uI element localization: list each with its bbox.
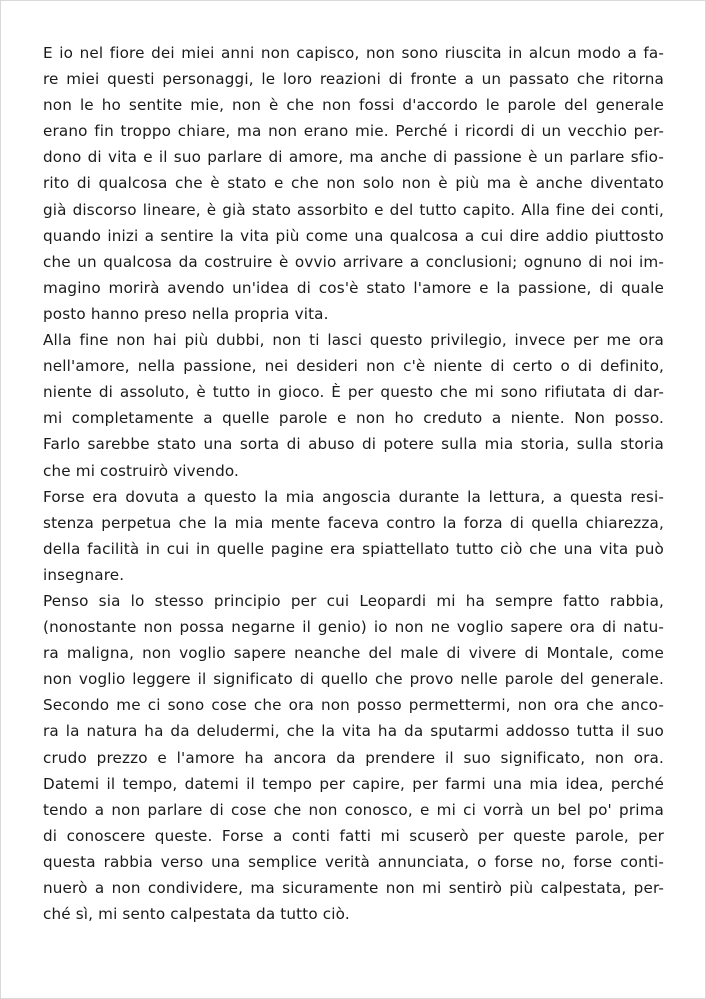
text-line: questa rabbia verso una semplice verità annunciata, o forse no, forse conti- — [43, 852, 664, 871]
text-line: non le ho sentite mie, non è che non fossi d'accordo le parole del generale — [43, 96, 664, 115]
text-line: ché sì, mi sento calpestata da tutto ciò. — [43, 905, 350, 924]
text-line: dono di vita e il suo parlare di amore, ma anche di passione è un parlare sfio- — [43, 148, 664, 167]
text-line: già discorso lineare, è già stato assorbito e del tutto capito. Alla fine dei conti, — [43, 200, 664, 219]
text-line: Penso sia lo stesso principio per cui Leopardi mi ha sempre fatto rabbia, — [43, 591, 664, 610]
text-line: crudo prezzo e l'amore ha ancora da prendere il suo significato, non ora. — [43, 748, 664, 767]
text-line: quando inizi a sentire la vita più come una qualcosa a cui dire addio piuttosto — [43, 226, 664, 245]
text-line: Secondo me ci sono cose che ora non posso permettermi, non ora che anco- — [43, 696, 664, 715]
text-line: non voglio leggere il significato di quello che provo nelle parole del generale. — [43, 670, 664, 689]
text-line: nuerò a non condividere, ma sicuramente non mi sentirò più calpestata, per- — [43, 879, 664, 897]
text-line: niente di assoluto, è tutto in gioco. È per questo che mi sono rifiutata di dar- — [43, 383, 664, 402]
text-line: Farlo sarebbe stato una sorta di abuso di potere sulla mia storia, sulla storia — [43, 435, 664, 454]
text-line: rito di qualcosa che è stato e che non solo non è più ma è anche diventato — [43, 174, 664, 193]
text-line: Alla fine non hai più dubbi, non ti lasci questo privilegio, invece per me ora — [43, 331, 664, 350]
text-line: Datemi il tempo, datemi il tempo per capire, per farmi una mia idea, perché — [43, 774, 664, 793]
text-line: Forse era dovuta a questo la mia angoscia durante la lettura, a questa resi- — [43, 487, 664, 506]
text-line: (nonostante non possa negarne il genio) io non ne voglio sapere ora di natu- — [43, 618, 664, 637]
text-line: ra maligna, non voglio sapere neanche del male di vivere di Montale, come — [43, 644, 664, 663]
text-line: insegnare. — [43, 565, 125, 584]
text-line: tendo a non parlare di cose che non conosco, e mi ci vorrà un bel po' prima — [43, 800, 664, 819]
text-line: stenza perpetua che la mia mente faceva contro la forza di quella chiarezza, — [43, 513, 664, 532]
text-line: di conoscere queste. Forse a conti fatti mi scuserò per queste parole, per — [43, 826, 664, 845]
text-line: re miei questi personaggi, le loro reazioni di fronte a un passato che ritorna — [43, 70, 664, 89]
text-line: erano fin troppo chiare, ma non erano mie. Perché i ricordi di un vecchio per- — [43, 122, 664, 141]
body-text — [43, 40, 664, 927]
text-line: nell'amore, nella passione, nei desideri non c'è niente di certo o di definito, — [43, 357, 664, 376]
text-line: E io nel fiore dei miei anni non capisco, non sono riuscita in alcun modo a fa- — [43, 44, 664, 62]
text-line: che un qualcosa da costruire è ovvio arrivare a conclusioni; ognuno di noi im- — [43, 252, 664, 271]
text-line: posto hanno preso nella propria vita. — [43, 304, 329, 323]
text-line: magino morirà avendo un'idea di cos'è stato l'amore e la passione, di quale — [43, 278, 664, 297]
text-line: mi completamente a quelle parole e non ho creduto a niente. Non posso. — [43, 409, 664, 428]
text-line: che mi costruirò vivendo. — [43, 461, 240, 480]
text-line: della facilità in cui in quelle pagine era spiattellato tutto ciò che una vita può — [43, 539, 664, 558]
text-line: ra la natura ha da deludermi, che la vita ha da sputarmi addosso tutta il suo — [43, 722, 664, 741]
